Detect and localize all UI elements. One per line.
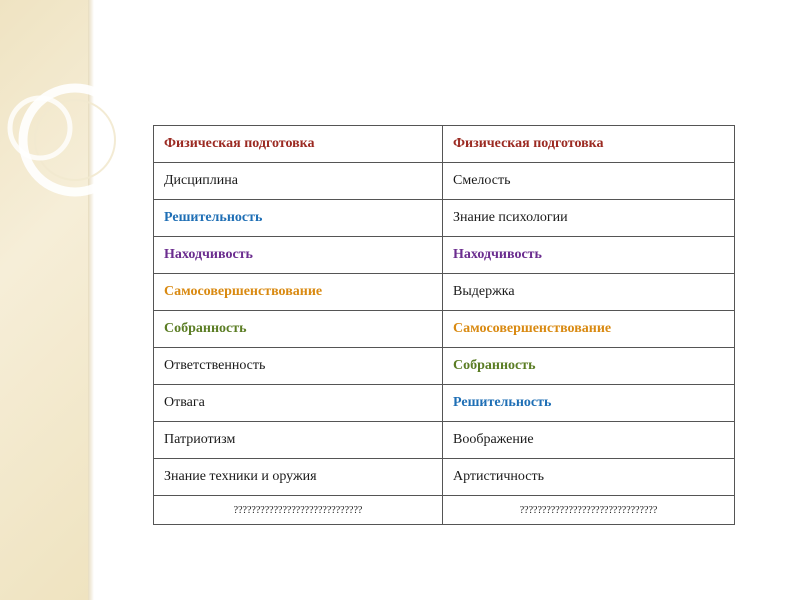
table-row (154, 459, 735, 496)
table-footer-row (154, 496, 735, 525)
table-cell: Ответственность (154, 348, 443, 385)
table-cell: Знание психологии (443, 200, 735, 237)
table-row (154, 311, 735, 348)
table-row (154, 422, 735, 459)
qualities-table-body (154, 126, 735, 525)
table-row (154, 274, 735, 311)
table-row (154, 200, 735, 237)
table-cell: Знание техники и оружия (154, 459, 443, 496)
table-row (154, 348, 735, 385)
table-cell: Решительность (154, 200, 443, 237)
table-cell: Решительность (443, 385, 735, 422)
decorative-ring-large (23, 88, 127, 192)
table-cell: Смелость (443, 163, 735, 200)
table-cell: Собранность (154, 311, 443, 348)
table-cell: Физическая подготовка (443, 126, 735, 163)
table-row (154, 126, 735, 163)
table-cell: Выдержка (443, 274, 735, 311)
table-cell: Отвага (154, 385, 443, 422)
table-row (154, 237, 735, 274)
table-cell: Собранность (443, 348, 735, 385)
table-footer-cell: ????????????????????????????? (154, 496, 443, 525)
table-cell: Находчивость (443, 237, 735, 274)
table-cell: Физическая подготовка (154, 126, 443, 163)
table-cell: Патриотизм (154, 422, 443, 459)
table-cell: Воображение (443, 422, 735, 459)
table-cell: Находчивость (154, 237, 443, 274)
slide-title (135, 28, 695, 108)
table-cell: Артистичность (443, 459, 735, 496)
table-cell: Самосовершенствование (154, 274, 443, 311)
table-cell: Самосовершенствование (443, 311, 735, 348)
table-row (154, 163, 735, 200)
table-footer-cell: ??????????????????????????????? (443, 496, 735, 525)
qualities-table (153, 125, 735, 525)
table-row (154, 385, 735, 422)
table-cell: Дисциплина (154, 163, 443, 200)
decorative-ring-inner (35, 100, 115, 180)
